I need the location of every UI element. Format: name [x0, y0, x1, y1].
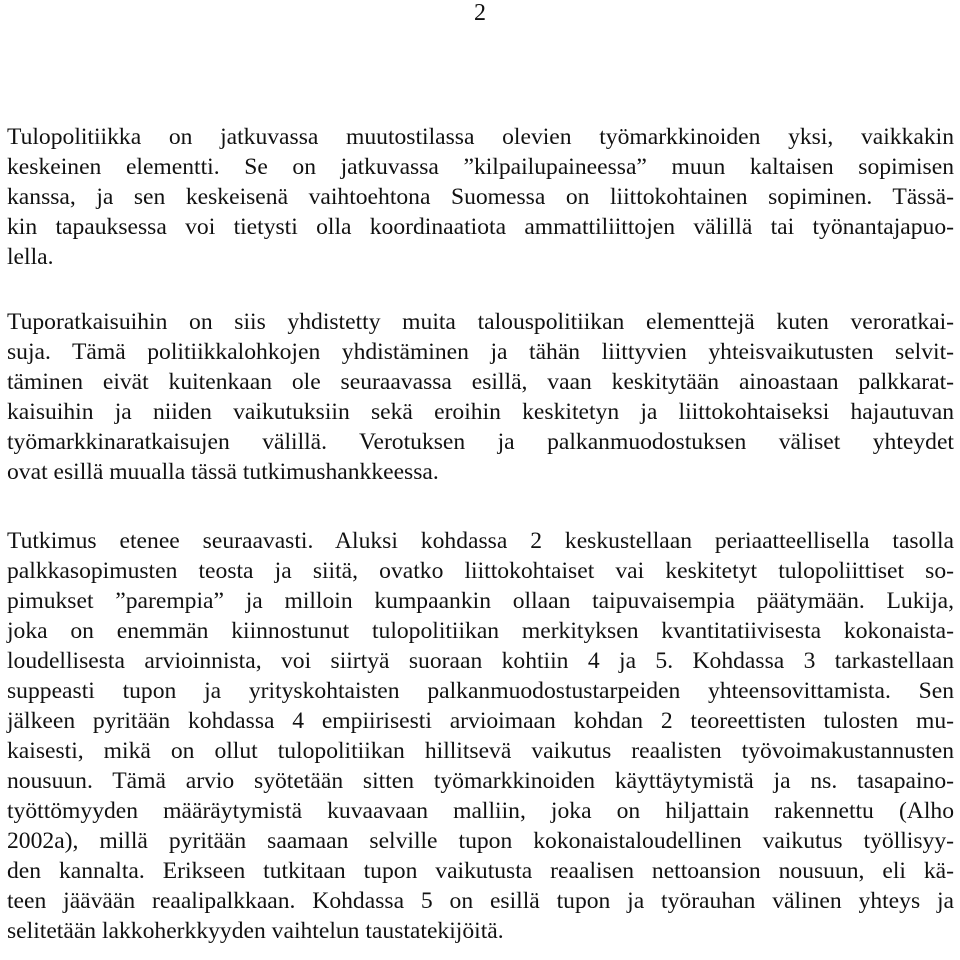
text-line: työmarkkinaratkaisujen välillä. Verotuksen ja palkanmuodostuksen väliset yhteydet	[7, 429, 954, 455]
text-line: keskeinen elementti. Se on jatkuvassa ”kilpailupaineessa” muun kaltaisen sopimisen	[7, 154, 954, 180]
paragraph-1	[7, 122, 954, 272]
text-line: kanssa, ja sen keskeisenä vaihtoehtona Suomessa on liittokohtainen sopiminen. Tässä-	[7, 184, 954, 210]
text-line: Tutkimus etenee seuraavasti. Aluksi kohdassa 2 keskustellaan periaatteellisella tasolla	[7, 528, 954, 554]
paragraph-2	[7, 307, 954, 487]
text-line: loudellisesta arvioinnista, voi siirtyä suoraan kohtiin 4 ja 5. Kohdassa 3 tarkastellaan	[7, 648, 954, 674]
text-line: täminen eivät kuitenkaan ole seuraavassa esillä, vaan keskitytään ainoastaan palkkarat-	[7, 369, 954, 395]
paragraph-3	[7, 526, 954, 946]
text-line: 2002a), millä pyritään saamaan selville tupon kokonaistaloudellinen vaikutus työllisyy-	[7, 828, 954, 854]
text-line: teen jäävään reaalipalkkaan. Kohdassa 5 on esillä tupon ja työrauhan välinen yhteys ja	[7, 888, 954, 914]
text-line: palkkasopimusten teosta ja siitä, ovatko liittokohtaiset vai keskitetyt tulopoliittiset so-	[7, 558, 954, 584]
text-line: suja. Tämä politiikkalohkojen yhdistäminen ja tähän liittyvien yhteisvaikutusten selvit-	[7, 339, 954, 365]
text-line: jälkeen pyritään kohdassa 4 empiirisesti arvioimaan kohdan 2 teoreettisten tulosten mu-	[7, 708, 954, 734]
text-line: selitetään lakkoherkkyyden vaihtelun taustatekijöitä.	[7, 918, 504, 944]
page-number: 2	[474, 0, 486, 26]
text-line: Tulopolitiikka on jatkuvassa muutostilassa olevien työmarkkinoiden yksi, vaikkakin	[7, 124, 954, 150]
text-line: ovat esillä muualla tässä tutkimushankkeessa.	[7, 459, 439, 485]
text-line: lella.	[7, 244, 54, 270]
text-line: kaisuihin ja niiden vaikutuksiin sekä eroihin keskitetyn ja liittokohtaiseksi hajautuvan	[7, 399, 954, 425]
text-line: työttömyyden määräytymistä kuvaavaan malliin, joka on hiljattain rakennettu (Alho	[7, 798, 954, 824]
text-line: Tuporatkaisuihin on siis yhdistetty muita talouspolitiikan elementtejä kuten veroratkai-	[7, 309, 954, 335]
text-line: nousuun. Tämä arvio syötetään sitten työmarkkinoiden käyttäytymistä ja ns. tasapaino-	[7, 768, 954, 794]
text-line: kaisesti, mikä on ollut tulopolitiikan hillitsevä vaikutus reaalisten työvoimakustannusten	[7, 738, 954, 764]
text-line: kin tapauksessa voi tietysti olla koordinaatiota ammattiliittojen välillä tai työnantajapuo-	[7, 214, 954, 240]
text-line: joka on enemmän kiinnostunut tulopolitiikan merkityksen kvantitatiivisesta kokonaista-	[7, 618, 954, 644]
text-line: den kannalta. Erikseen tutkitaan tupon vaikutusta reaalisen nettoansion nousuun, eli kä-	[7, 858, 954, 884]
text-line: suppeasti tupon ja yrityskohtaisten palkanmuodostustarpeiden yhteensovittamista. Sen	[7, 678, 954, 704]
text-line: pimukset ”parempia” ja milloin kumpaankin ollaan taipuvaisempia päätymään. Lukija,	[7, 588, 954, 614]
